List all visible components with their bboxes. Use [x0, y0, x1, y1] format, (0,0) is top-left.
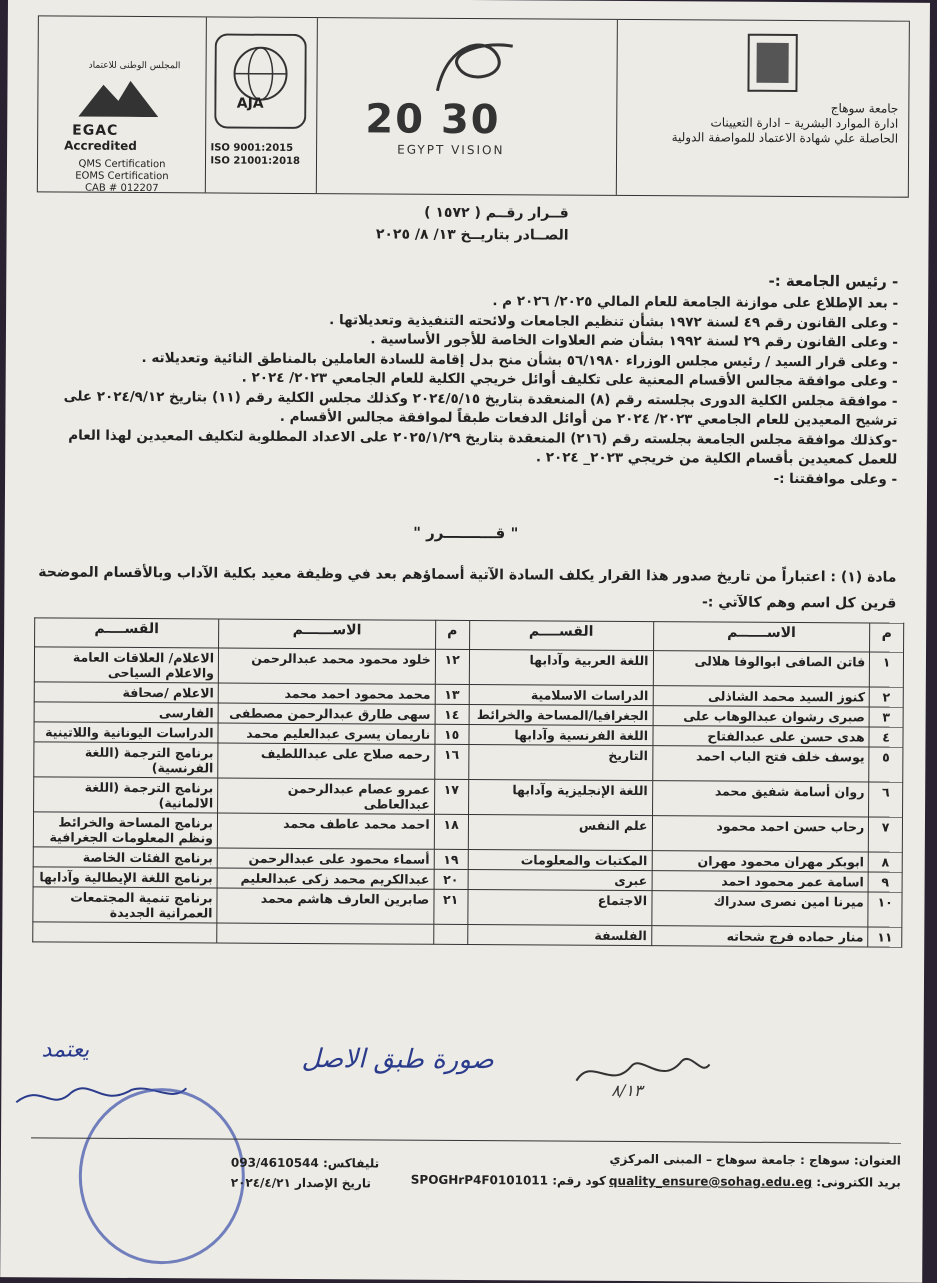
row-number: ١٠: [868, 892, 902, 927]
issue-label: تاريخ الإصدار: [295, 1176, 371, 1190]
official-seal: [78, 1088, 245, 1265]
aja-globe-icon: [215, 33, 308, 129]
code-label: كود رقم:: [552, 1174, 606, 1188]
row-number: ٦: [869, 782, 903, 817]
department: الاعلام /صحافة: [34, 682, 218, 703]
email-label: بريد الكترونى:: [816, 1175, 901, 1190]
department: علم النفس: [468, 815, 652, 851]
university-line: الحاصلة علي شهادة الاعتماد للمواصفة الدولية: [626, 130, 898, 147]
egac-certifications: [62, 159, 182, 196]
row-number: ١٢: [435, 649, 469, 684]
preamble-line: - وعلى موافقتنا :-: [37, 465, 897, 490]
vision-swirl-icon: [427, 31, 517, 102]
row-number: ١: [870, 652, 904, 687]
footer-fax: [231, 1156, 379, 1171]
appointee-name: ميرنا امين نصرى سدراك: [651, 891, 868, 927]
appointee-name: عمرو عصام عبدالرحمن عبدالعاطى: [218, 778, 435, 814]
row-number: [433, 924, 467, 944]
table-row: [33, 812, 902, 852]
table-row: [33, 887, 902, 927]
egac-cell: [38, 16, 206, 192]
department: [33, 922, 217, 943]
appointee-name: ابوبكر مهران محمود مهران: [652, 851, 869, 872]
row-number: ١٧: [434, 779, 468, 814]
preamble-line: - وعلى القانون رقم ٢٩ لسنة ١٩٩٢ بشأن ضم العلاوات الخاصة للأجور الأساسية .: [38, 328, 898, 353]
department: الفلسفة: [467, 925, 651, 946]
row-number: ٢٠: [434, 869, 468, 889]
department: برنامج اللغة الإيطالية وآدابها: [33, 867, 217, 888]
appointee-name: فاتن الصافى ابوالوفا هلالى: [653, 651, 870, 687]
university-line: جامعة سوهاج: [626, 100, 898, 117]
appointee-name: رحاب حسن احمد محمود: [652, 816, 869, 852]
egac-mountain-icon: [78, 77, 158, 117]
appointee-name: رحمه صلاح على عبداللطيف: [218, 743, 435, 779]
row-number: ١١: [868, 927, 902, 947]
aja-iso: [210, 141, 300, 168]
vision-2030: 20 30: [365, 96, 501, 143]
footer-address: العنوان: سوهاج : جامعة سوهاج – المبنى المركزي: [609, 1152, 901, 1168]
university-line: ادارة الموارد البشرية – ادارة التعيينات: [626, 115, 898, 132]
egac-cert-line: QMS Certification: [62, 159, 182, 172]
university-text: [626, 100, 898, 147]
col-num: م: [870, 623, 904, 652]
col-name: الاســــــم: [653, 622, 870, 652]
department: برنامج المساحة والخرائط ونظم المعلومات الجغرافية: [33, 812, 217, 848]
preamble-line: - وعلى موافقة مجالس الأقسام المعنية على تكليف أوائل خريجي الكلية للعام الجامعي ٢٠٢٣/ ٢٠٢٤ .: [38, 367, 898, 392]
table-row: [34, 742, 903, 782]
preamble-line: - بعد الإطلاع على موازنة الجامعة للعام المالي ٢٠٢٥/ ٢٠٢٦ م .: [38, 289, 898, 314]
iso-line: ISO 21001:2018: [210, 154, 300, 168]
preamble-line: -وكذلك موافقة مجلس الجامعة بجلسته رقم (٢١٦) المنعقدة بتاريخ ٢٠٢٥/١/٢٩ على الاعداد المطلوبة لتكليف المعيدين لهذا العام للعمل كمعيدين بأقسام الكلية من خريجي ٢٠٢٣_ ٢٠٢٤ .: [37, 426, 897, 470]
row-number: ٤: [869, 727, 903, 747]
vision-cell: [316, 18, 617, 195]
department: اللغة الفرنسية وآدابها: [468, 725, 652, 746]
handwritten-approve: يعتمد: [42, 1037, 90, 1062]
aja-cell: [205, 17, 317, 193]
decides-title: " قــــــــــرر ": [5, 521, 927, 545]
appointee-name: صبرى رشوان عبدالوهاب على: [653, 706, 870, 727]
appointee-name: اسامة عمر محمود احمد: [652, 871, 869, 892]
department: الاعلام/ العلاقات العامة والاعلام السياحى: [34, 647, 218, 683]
egac-accredited: Accredited: [64, 139, 137, 153]
row-number: ٩: [868, 872, 902, 892]
row-number: ٨: [868, 852, 902, 872]
appointee-name: ناريمان يسرى عبدالعليم محمد: [218, 723, 435, 744]
egac-cert-line: CAB # 012207: [62, 183, 182, 196]
appointee-name: خلود محمود محمد عبدالرحمن: [218, 648, 435, 684]
vision-label: EGYPT VISION: [397, 143, 504, 158]
decision-block: [376, 201, 569, 246]
table-row: [33, 922, 902, 947]
department: برنامج الفئات الخاصة: [33, 847, 217, 868]
preamble: [37, 289, 898, 489]
decision-date: الصــادر بتاريــخ ١٣/ ٨/ ٢٠٢٥: [376, 223, 569, 246]
department: اللغة الإنجليزية وآدابها: [468, 780, 652, 816]
signature-date: ٨/١٣: [611, 1081, 642, 1100]
table-row: [34, 647, 903, 687]
row-number: ١٥: [435, 724, 469, 744]
appointees-table: [32, 617, 904, 947]
col-name: الاســــــم: [219, 619, 436, 649]
appointee-name: يوسف خلف فتح الباب احمد: [652, 746, 869, 782]
footer-email-line: [609, 1174, 901, 1190]
department: الاجتماع: [467, 890, 651, 926]
col-dept: القســــم: [35, 618, 219, 648]
code-value: SPOGHrP4F0101011: [411, 1173, 548, 1188]
egac-title: EGAC: [72, 123, 118, 139]
row-number: ١٦: [435, 744, 469, 779]
department: الدراسات اليونانية واللاتينية: [34, 722, 218, 743]
preamble-line: - موافقة مجلس الكلية الدورى بجلسته رقم (٨) المنعقدة بتاريخ ٢٠٢٤/٥/١٥ وكذلك مجلس الكلية رقم (١١) بتاريخ ٢٠٢٤/٩/١٢ على ترشيح المعيدين للعام الجامعي ٢٠٢٣/ ٢٠٢٤ من أوائل الدفعات طبقاً لموافقة مجالس الأقسام .: [37, 387, 897, 431]
appointee-name: روان أسامة شفيق محمد: [652, 781, 869, 817]
footer-issue-date: [231, 1176, 371, 1191]
egac-cert-line: EOMS Certification: [62, 171, 182, 184]
handwritten-true-copy: صورة طبق الاصل: [301, 1044, 493, 1075]
row-number: ٥: [869, 747, 903, 782]
department: التاريخ: [468, 745, 652, 781]
email-link[interactable]: quality_ensure@sohag.edu.eg: [609, 1174, 812, 1189]
department: عبرى: [468, 870, 652, 891]
row-number: ٢: [869, 687, 903, 707]
iso-line: ISO 9001:2015: [210, 141, 300, 155]
department: اللغة العربية وآدابها: [469, 650, 653, 686]
appointee-name: [217, 923, 434, 944]
row-number: ٢١: [434, 889, 468, 924]
appointee-name: هدى حسن على عبدالفتاح: [652, 726, 869, 747]
appointee-name: كنوز السيد محمد الشاذلى: [653, 686, 870, 707]
appointee-name: منار حماده فرج شحاته: [651, 926, 868, 947]
department: الدراسات الاسلامية: [469, 685, 653, 706]
university-logo-icon: [746, 33, 798, 93]
department: الجغرافيا/المساحة والخرائط: [469, 705, 653, 726]
fax-value: 093/4610544: [231, 1156, 319, 1171]
department: برنامج تنمية المجتمعات العمرانية الجديدة: [33, 887, 217, 923]
row-number: ١٤: [435, 704, 469, 724]
table-row: [34, 777, 903, 817]
appointee-name: عبدالكريم محمد زكى عبدالعليم: [217, 868, 434, 889]
row-number: ١٣: [435, 684, 469, 704]
department: برنامج الترجمة (اللغة الالمانية): [34, 777, 218, 813]
appointee-name: محمد محمود احمد محمد: [218, 683, 435, 704]
row-number: ١٨: [434, 814, 468, 849]
appointee-name: احمد محمد عاطف محمد: [217, 813, 434, 849]
preamble-line: - وعلى القانون رقم ٤٩ لسنة ١٩٧٢ بشأن تنظيم الجامعات ولائحته التنفيذية وتعديلاتها .: [38, 309, 898, 334]
row-number: ٧: [869, 817, 903, 852]
col-dept: القســــم: [469, 621, 653, 651]
department: المكتبات والمعلومات: [468, 850, 652, 871]
university-cell: [616, 20, 909, 197]
preamble-line: - وعلى قرار السيد / رئيس مجلس الوزراء ٥٦/١٩٨٠ بشأن منح بدل إقامة للسادة العاملين بالمناطق النائية وتعديلاته .: [38, 348, 898, 373]
department: الفارسى: [34, 702, 218, 723]
footer-code: [411, 1173, 606, 1188]
row-number: ١٩: [434, 849, 468, 869]
aja-label: AJA: [237, 96, 264, 112]
egac-arabic-name: المجلس الوطنى للاعتماد: [89, 61, 181, 72]
department: برنامج الترجمة (اللغة الفرنسية): [34, 742, 218, 778]
col-num: م: [435, 620, 469, 649]
article-1: مادة (١) : اعتباراً من تاريخ صدور هذا القرار يكلف السادة الآتية أسماؤهم بعد في وظيفة معيد بكلية الآداب وبالأقسام الموضحة قرين كل اسم وهم كالآتي :-: [36, 559, 896, 616]
appointee-name: صابرين العارف هاشم محمد: [217, 888, 434, 924]
fax-label: تليفاكس:: [323, 1156, 379, 1170]
letterhead: [37, 15, 910, 197]
appointee-name: سهى طارق عبدالرحمن مصطفى: [218, 703, 435, 724]
issue-value: ٢٠٢٤/٤/٢١: [231, 1176, 291, 1190]
appointee-name: أسماء محمود على عبدالرحمن: [217, 848, 434, 869]
row-number: ٣: [869, 707, 903, 727]
president-heading: - رئيس الجامعة :-: [768, 272, 898, 291]
decision-number: قــرار رقــم ( ١٥٧٢ ): [376, 201, 569, 224]
